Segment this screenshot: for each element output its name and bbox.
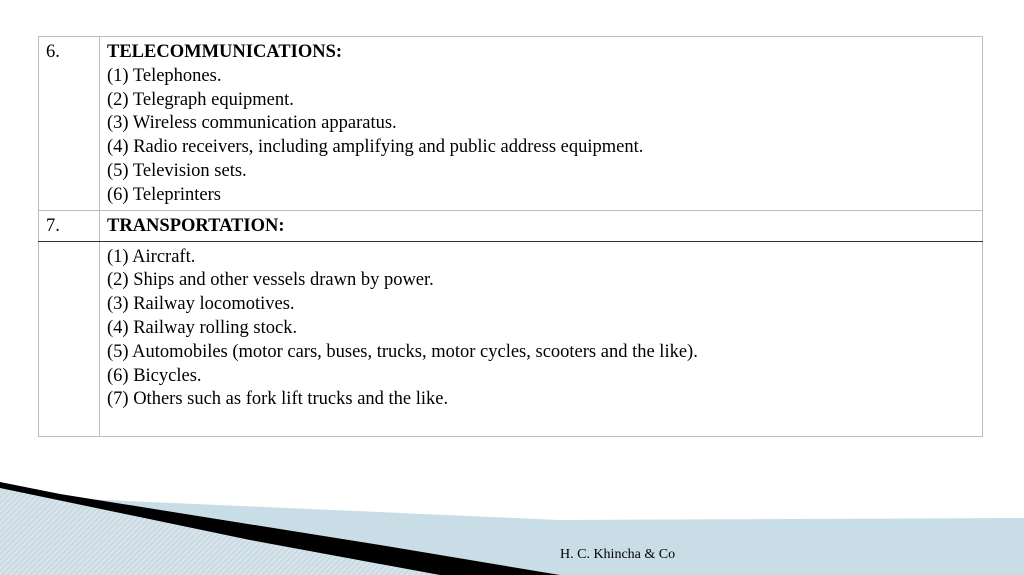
footer-credit: H. C. Khincha & Co xyxy=(560,547,676,562)
section-heading: TRANSPORTATION: xyxy=(107,215,285,236)
table-row xyxy=(39,241,983,436)
row-number xyxy=(39,241,100,436)
list-item: (6) Bicycles. xyxy=(107,365,202,386)
list-item: (5) Automobiles (motor cars, buses, trucks, motor cycles, scooters and the like). xyxy=(107,341,698,362)
list-item: (2) Telegraph equipment. xyxy=(107,89,294,110)
list-item: (4) Radio receivers, including amplifying and public address equipment. xyxy=(107,137,644,158)
decorative-swoosh xyxy=(0,480,1024,575)
row-content xyxy=(100,210,983,241)
row-content xyxy=(100,241,983,436)
table-row xyxy=(39,37,983,211)
list-item: (3) Wireless communication apparatus. xyxy=(107,113,397,134)
list-item: (1) Telephones. xyxy=(107,65,222,86)
list-item: (1) Aircraft. xyxy=(107,246,196,267)
row-number: 6. xyxy=(39,37,100,211)
list-item: (3) Railway locomotives. xyxy=(107,294,295,315)
table-row xyxy=(39,210,983,241)
list-item: (6) Teleprinters xyxy=(107,184,221,205)
content-table xyxy=(38,36,983,437)
section-heading: TELECOMMUNICATIONS: xyxy=(107,42,343,62)
list-item: (7) Others such as fork lift trucks and the like. xyxy=(107,389,449,410)
row-number: 7. xyxy=(39,210,100,241)
row-content xyxy=(100,37,983,211)
list-item: (4) Railway rolling stock. xyxy=(107,317,298,338)
list-item: (5) Television sets. xyxy=(107,160,247,181)
list-item: (2) Ships and other vessels drawn by power. xyxy=(107,270,434,291)
